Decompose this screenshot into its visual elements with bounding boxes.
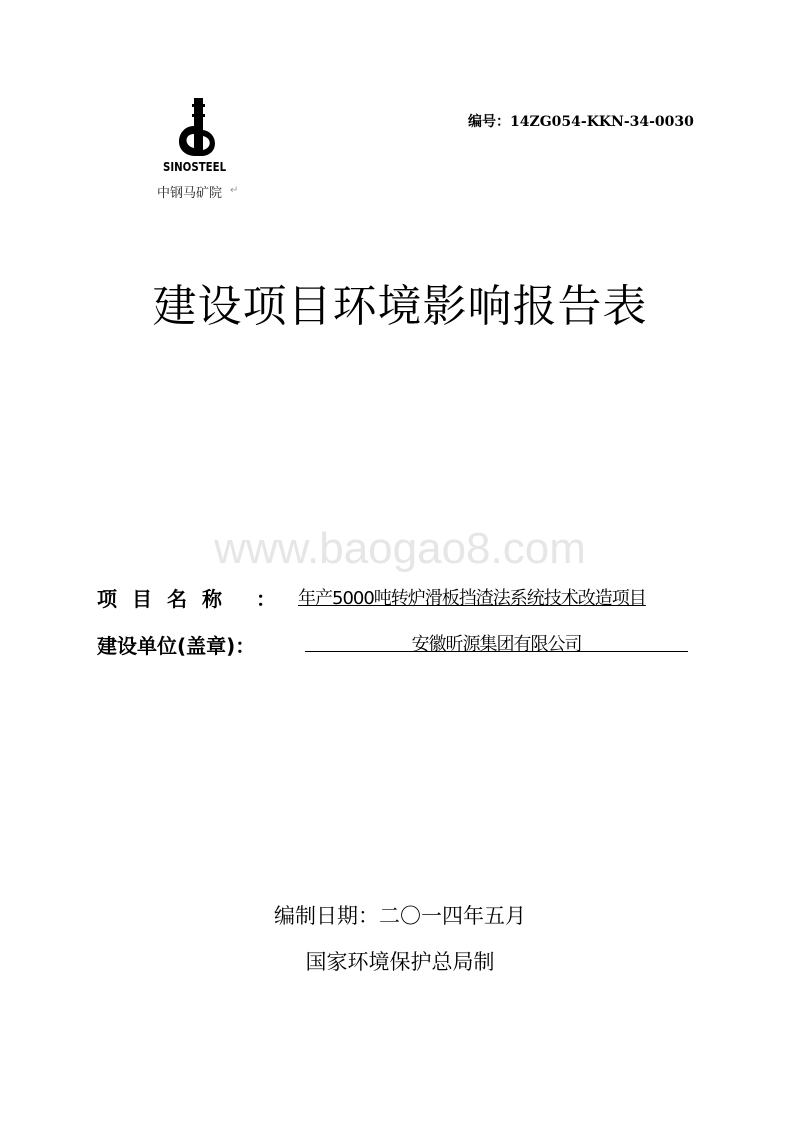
sinosteel-emblem-icon xyxy=(168,96,230,162)
compile-date: 编制日期：二〇一四年五月 xyxy=(274,904,526,928)
document-number: 编号：14ZG054-KKN-34-0030 xyxy=(468,114,694,130)
project-name-value: 年产5000吨转炉滑板挡渣法系统技术改造项目 xyxy=(298,588,646,609)
project-name-colon: ： xyxy=(256,587,276,611)
logo-brand-cn: 中钢马矿院 xyxy=(157,186,223,201)
paragraph-mark-icon: ↵ xyxy=(230,185,239,196)
unit-value: 安徽昕源集团有限公司 xyxy=(411,634,582,655)
project-name-label: 项目名称 xyxy=(97,587,237,611)
logo-brand-en: SINOSTEEL xyxy=(163,160,227,174)
sinosteel-logo xyxy=(150,96,250,206)
page-title: 建设项目环境影响报告表 xyxy=(152,281,648,332)
unit-label: 建设单位(盖章)： xyxy=(97,634,256,658)
issuer: 国家环境保护总局制 xyxy=(305,950,495,974)
watermark-link[interactable]: www.baogao8.com xyxy=(214,524,586,573)
